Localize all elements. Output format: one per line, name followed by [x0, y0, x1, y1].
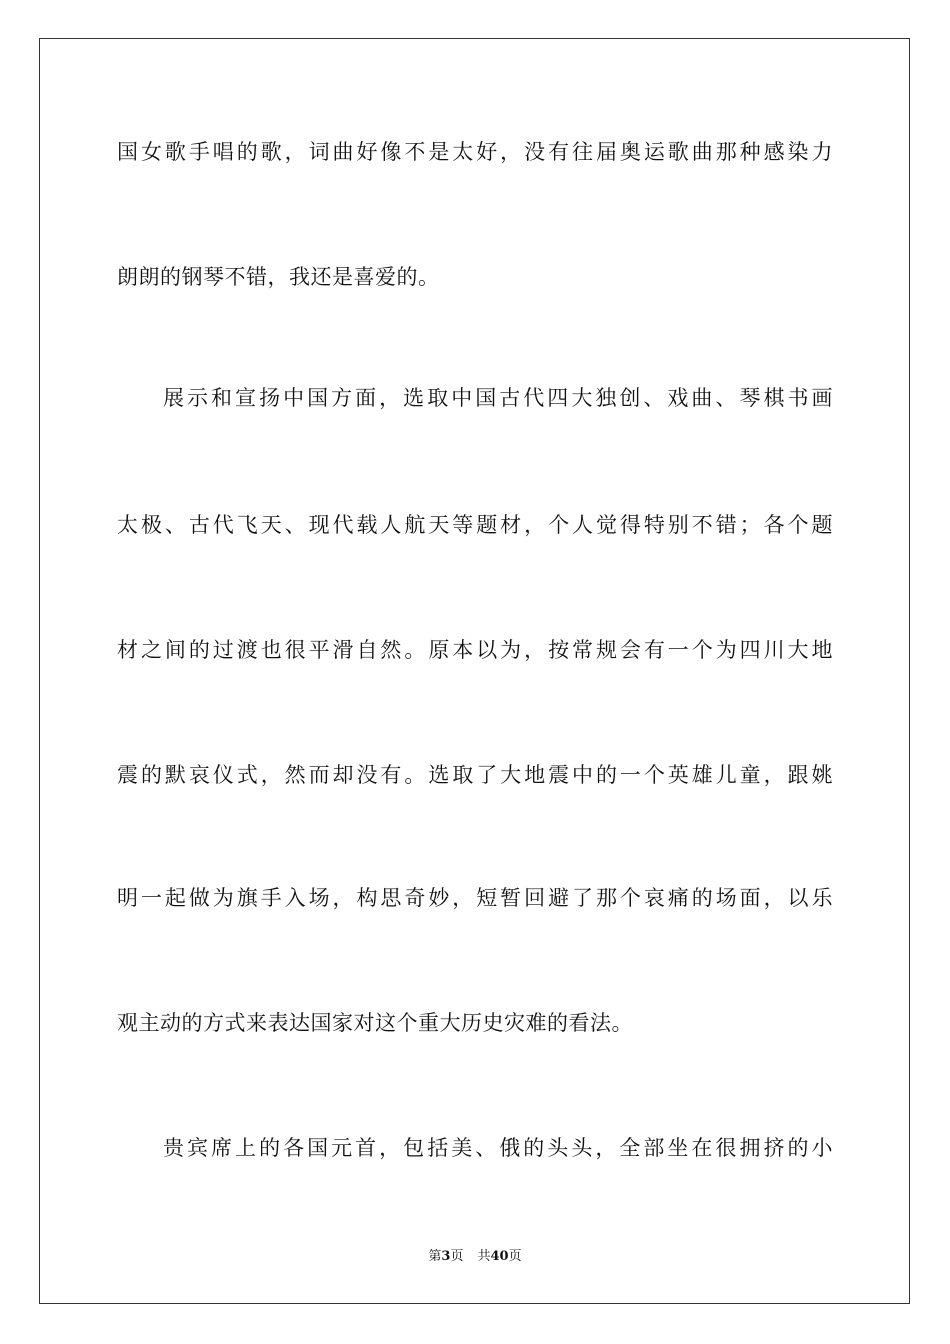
page-prefix: 第	[428, 1249, 442, 1264]
text-line: 国女歌手唱的歌，词曲好像不是太好，没有往届奥运歌曲那种感染力	[117, 140, 833, 164]
page-footer	[0, 1248, 950, 1266]
text-line: 观主动的方式来表达国家对这个重大历史灾难的看法。	[117, 1011, 633, 1035]
text-line: 太极、古代飞天、现代载人航天等题材，个人觉得特别不错；各个题	[117, 513, 833, 537]
paragraph-start-line: 贵宾席上的各国元首，包括美、俄的头头，全部坐在很拥挤的小	[163, 1136, 833, 1160]
total-suffix: 页	[508, 1249, 522, 1264]
total-pages: 40	[490, 1249, 509, 1264]
page-suffix: 页	[450, 1249, 464, 1264]
page-number: 3	[441, 1249, 451, 1264]
total-prefix: 共	[477, 1249, 491, 1264]
text-line: 明一起做为旗手入场，构思奇妙，短暂回避了那个哀痛的场面，以乐	[117, 886, 833, 910]
text-line: 震的默哀仪式，然而却没有。选取了大地震中的一个英雄儿童，跟姚	[117, 763, 833, 787]
paragraph-start-line: 展示和宣扬中国方面，选取中国古代四大独创、戏曲、琴棋书画	[163, 386, 833, 410]
page-border	[39, 38, 910, 1304]
text-line: 朗朗的钢琴不错，我还是喜爱的。	[117, 265, 440, 289]
text-line: 材之间的过渡也很平滑自然。原本以为，按常规会有一个为四川大地	[117, 638, 833, 662]
